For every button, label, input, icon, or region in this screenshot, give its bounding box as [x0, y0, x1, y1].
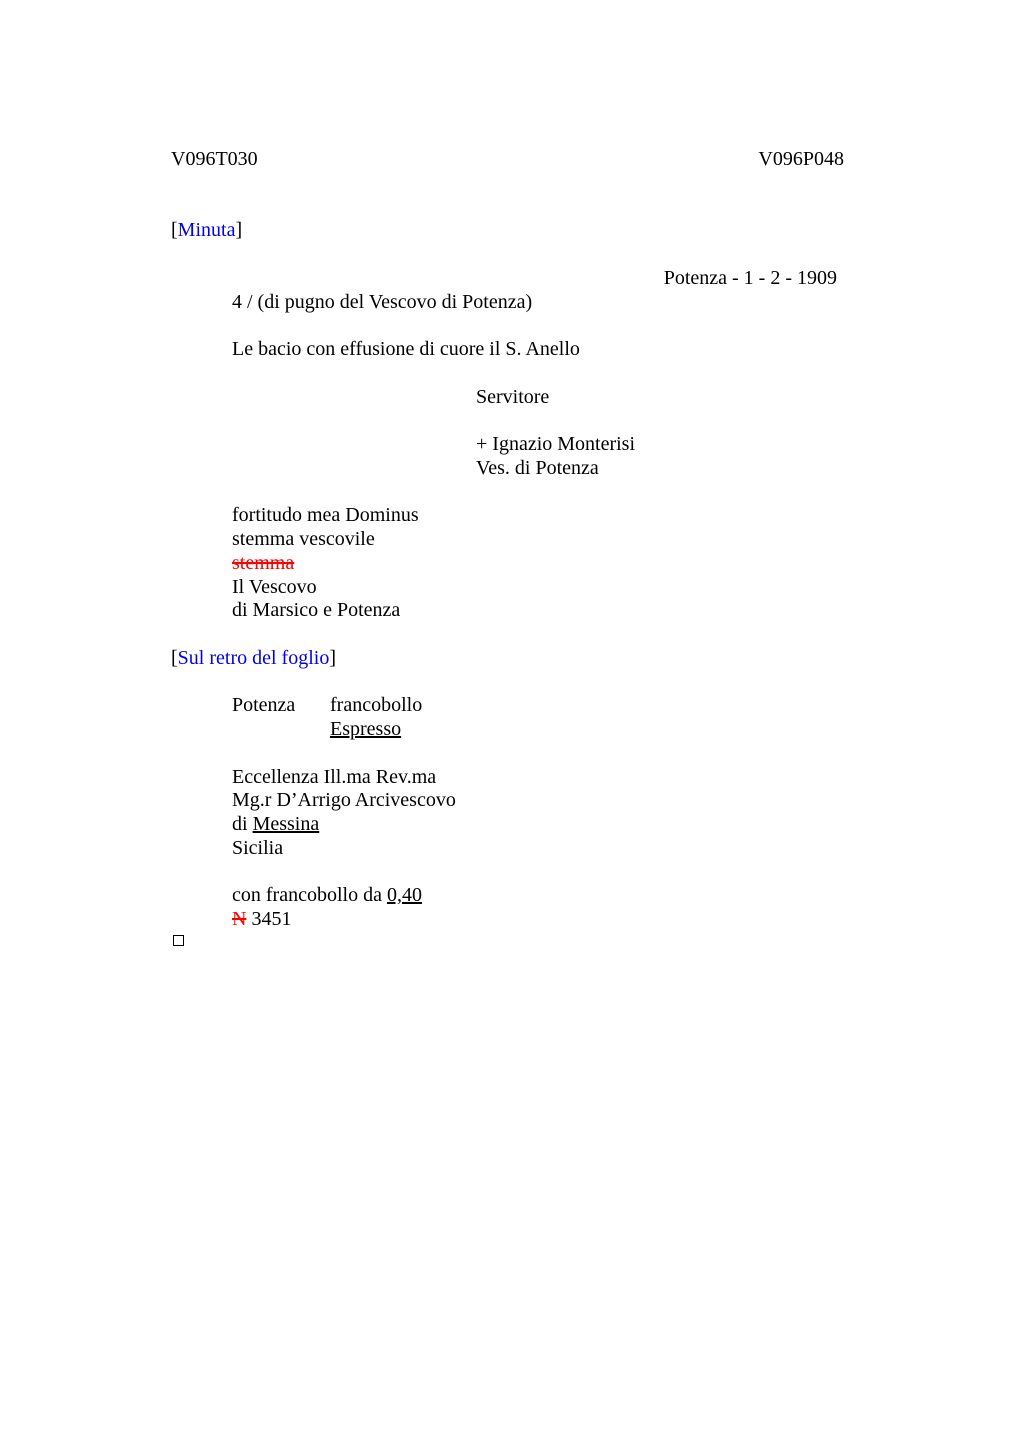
number-line	[232, 907, 291, 931]
section-heading-minuta: [Minuta]	[171, 219, 243, 241]
signature-title: Ves. di Potenza	[476, 457, 599, 479]
address-line-1: Eccellenza Ill.ma Rev.ma	[232, 766, 437, 788]
stamp-line-2: di Marsico e Potenza	[232, 599, 401, 621]
postage-line: con francobollo da 0,40	[232, 884, 422, 906]
postmark-city: Potenza	[232, 694, 296, 716]
express-label: Espresso	[330, 718, 402, 740]
empty-checkbox-icon	[173, 935, 184, 946]
letter-date: Potenza - 1 - 2 - 1909	[663, 267, 837, 289]
document-code-left: V096T030	[171, 148, 258, 170]
struck-word: stemma	[232, 552, 295, 574]
address-line-4: Sicilia	[232, 837, 284, 859]
address-line-2: Mg.r D’Arrigo Arcivescovo	[232, 789, 456, 811]
address-line-3: di Messina	[232, 813, 320, 835]
number-value: 3451	[246, 908, 292, 930]
stamp-label: francobollo	[330, 694, 423, 716]
address-city: Messina	[252, 813, 320, 835]
letter-note: 4 / (di pugno del Vescovo di Potenza)	[232, 291, 533, 313]
letter-closing: Servitore	[476, 386, 550, 408]
number-struck: N	[232, 908, 247, 930]
document-code-right: V096P048	[758, 148, 844, 170]
section-label-minuta: Minuta	[177, 219, 236, 241]
postage-value: 0,40	[386, 884, 422, 906]
stamp-line-1: Il Vescovo	[232, 576, 317, 598]
stamp-description: stemma vescovile	[232, 528, 375, 550]
motto: fortitudo mea Dominus	[232, 504, 419, 526]
letter-body: Le bacio con effusione di cuore il S. Anello	[232, 338, 580, 360]
signature-name: + Ignazio Monterisi	[476, 433, 636, 455]
section-label-retro: Sul retro del foglio	[177, 647, 330, 669]
section-heading-retro: [Sul retro del foglio]	[171, 647, 336, 669]
